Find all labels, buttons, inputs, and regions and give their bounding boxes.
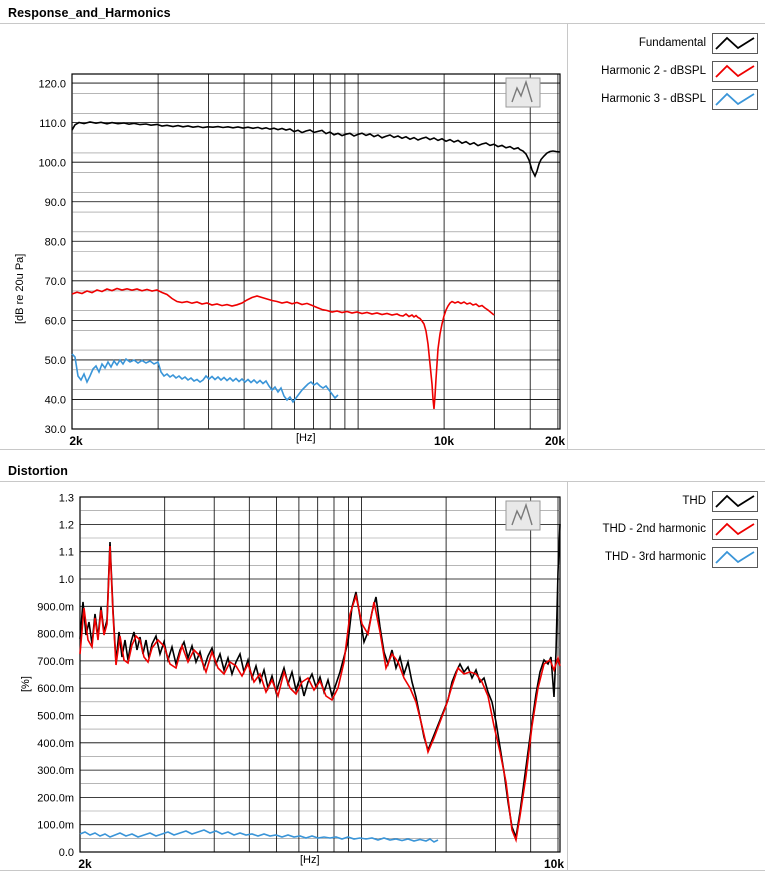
legend-item-harmonic-2[interactable] <box>574 60 758 82</box>
svg-text:600.0m: 600.0m <box>37 683 74 696</box>
svg-text:80.0: 80.0 <box>44 236 66 249</box>
x-axis-label-response: [Hz] <box>296 432 316 444</box>
x-tick-labels <box>69 434 565 448</box>
svg-text:2k: 2k <box>78 857 92 870</box>
legend-label-thd: THD <box>682 495 706 507</box>
svg-text:60.0: 60.0 <box>44 315 66 328</box>
legend-swatch-harmonic-2 <box>712 61 758 82</box>
svg-text:1.0: 1.0 <box>58 574 74 586</box>
svg-text:30.0: 30.0 <box>44 424 66 436</box>
svg-text:10k: 10k <box>543 857 565 870</box>
legend-distortion <box>568 482 764 870</box>
y-tick-labels <box>37 493 74 860</box>
chart-response-and-harmonics <box>0 24 568 449</box>
watermark-logo-icon <box>506 501 540 530</box>
watermark-logo-icon <box>506 78 540 107</box>
y-tick-labels <box>38 79 66 437</box>
svg-text:700.0m: 700.0m <box>37 655 74 668</box>
panel-title-distortion: Distortion <box>8 464 69 478</box>
legend-label-harmonic-2: Harmonic 2 - dBSPL <box>601 65 706 77</box>
legend-item-thd-2nd[interactable] <box>574 518 758 540</box>
legend-response <box>568 24 764 449</box>
legend-label-thd-3rd: THD - 3rd harmonic <box>605 551 706 563</box>
legend-swatch-thd-3rd <box>712 547 758 568</box>
svg-text:10k: 10k <box>433 434 455 448</box>
legend-swatch-thd <box>712 491 758 512</box>
legend-swatch-harmonic-3 <box>712 89 758 110</box>
chart-distortion-svg <box>0 482 568 870</box>
svg-text:2k: 2k <box>69 434 83 448</box>
svg-text:300.0m: 300.0m <box>37 765 74 778</box>
svg-text:50.0: 50.0 <box>44 355 66 367</box>
panel-distortion <box>0 458 765 871</box>
svg-text:100.0: 100.0 <box>38 157 66 170</box>
legend-item-thd-3rd[interactable] <box>574 546 758 568</box>
svg-text:200.0m: 200.0m <box>37 792 74 805</box>
svg-text:900.0m: 900.0m <box>37 601 74 614</box>
chart-response-svg <box>0 24 568 449</box>
legend-swatch-fundamental <box>712 33 758 54</box>
svg-text:110.0: 110.0 <box>39 118 66 130</box>
svg-text:120.0: 120.0 <box>38 78 66 91</box>
legend-item-harmonic-3[interactable] <box>574 88 758 110</box>
legend-swatch-thd-2nd <box>712 519 758 540</box>
chart-distortion <box>0 482 568 870</box>
legend-item-thd[interactable] <box>574 490 758 512</box>
panel-body-distortion <box>0 481 765 871</box>
svg-text:800.0m: 800.0m <box>37 628 74 641</box>
y-axis-label-distortion: [%] <box>20 676 32 692</box>
svg-text:1.2: 1.2 <box>58 519 74 532</box>
svg-text:500.0m: 500.0m <box>37 710 74 723</box>
legend-label-fundamental: Fundamental <box>638 37 706 49</box>
svg-text:1.1: 1.1 <box>58 546 74 559</box>
panel-title-response: Response_and_Harmonics <box>8 6 171 20</box>
legend-label-harmonic-3: Harmonic 3 - dBSPL <box>601 93 706 105</box>
legend-label-thd-2nd: THD - 2nd harmonic <box>602 523 706 535</box>
x-axis-label-distortion: [Hz] <box>300 854 320 866</box>
svg-text:90.0: 90.0 <box>44 197 66 209</box>
panel-spacer <box>0 450 765 458</box>
legend-item-fundamental[interactable] <box>574 32 758 54</box>
svg-text:20k: 20k <box>544 434 566 448</box>
y-axis-label-response: [dB re 20u Pa] <box>14 253 26 324</box>
panel-body-response <box>0 23 765 450</box>
svg-text:1.3: 1.3 <box>58 492 74 505</box>
x-tick-labels <box>78 857 564 870</box>
svg-text:400.0m: 400.0m <box>37 737 74 750</box>
svg-text:40.0: 40.0 <box>44 394 66 407</box>
svg-text:0.0: 0.0 <box>58 847 74 859</box>
svg-text:100.0m: 100.0m <box>37 819 74 832</box>
svg-text:70.0: 70.0 <box>44 276 66 288</box>
